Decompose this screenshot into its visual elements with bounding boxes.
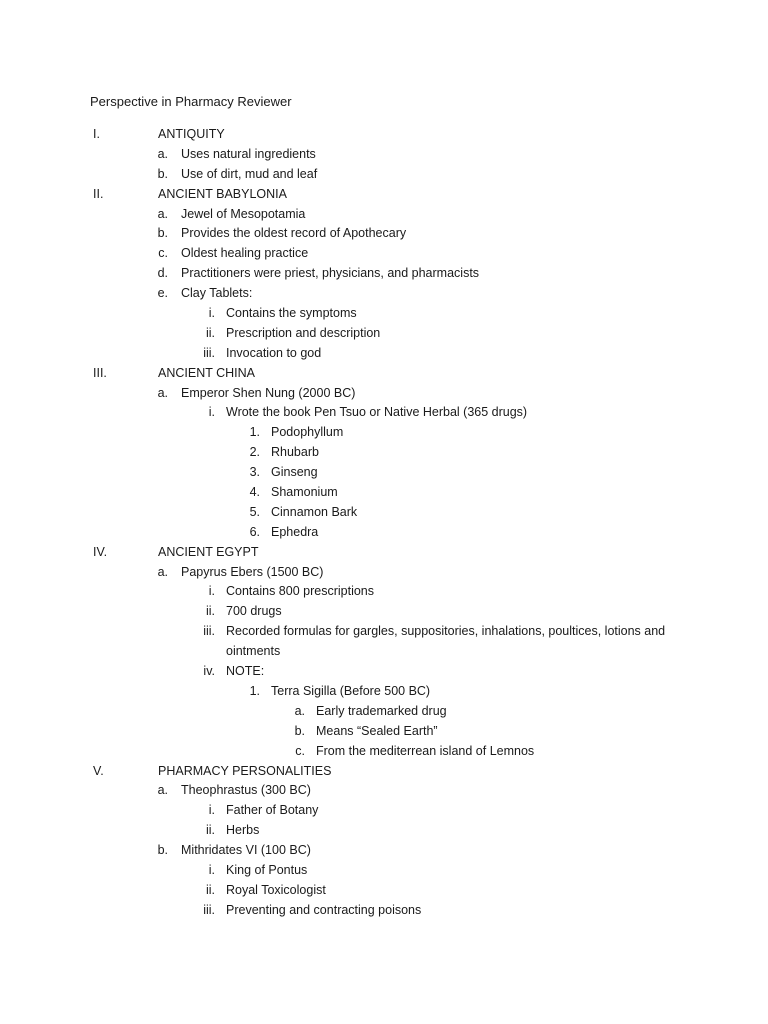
outline-item (0, 563, 768, 583)
outline-item (0, 205, 768, 225)
outline-item (0, 821, 768, 841)
outline-item-text: Practitioners were priest, physicians, and pharmacists (181, 266, 480, 281)
outline-item-text: Theophrastus (300 BC) (181, 783, 311, 798)
outline-item-text: From the mediterrean island of Lemnos (316, 743, 535, 758)
outline-item (0, 483, 768, 503)
outline-item-text: Herbs (226, 823, 260, 838)
outline-item-marker: 2. (249, 445, 260, 460)
outline-item-marker: i. (208, 306, 215, 321)
document-title: Perspective in Pharmacy Reviewer (90, 94, 292, 109)
outline-item-text: Mithridates VI (100 BC) (181, 843, 311, 858)
outline-item (0, 364, 768, 384)
outline-item-marker: iii. (203, 624, 215, 639)
outline-item-text: Uses natural ingredients (181, 146, 316, 161)
outline-item (0, 801, 768, 821)
outline-item (0, 443, 768, 463)
outline-item (0, 145, 768, 165)
outline-item-marker: ii. (205, 325, 215, 340)
outline-item-text: Recorded formulas for gargles, suppositories, inhalations, poultices, lotions and (226, 624, 666, 639)
outline-item-text: Cinnamon Bark (271, 504, 358, 519)
outline-item-text: Ephedra (271, 524, 319, 539)
outline-item-marker: ii. (205, 604, 215, 619)
outline-item-text: Prescription and description (226, 325, 381, 340)
outline-item-marker: i. (208, 803, 215, 818)
outline-item-text: Early trademarked drug (316, 703, 447, 718)
outline-item-text: Ginseng (271, 465, 318, 480)
outline-item-text: Provides the oldest record of Apothecary (181, 226, 407, 241)
outline-item (0, 543, 768, 563)
outline-item-text: Shamonium (271, 485, 338, 500)
outline-item (0, 264, 768, 284)
outline-item-marker: V. (93, 763, 104, 778)
outline-item-marker: c. (158, 246, 168, 261)
outline-item-text: 700 drugs (226, 604, 282, 619)
outline-item-marker: a. (157, 385, 168, 400)
outline-list (0, 125, 768, 921)
outline-item (0, 841, 768, 861)
outline-item (0, 523, 768, 543)
outline-item (0, 224, 768, 244)
outline-item-text: Rhubarb (271, 445, 319, 460)
outline-item-marker: 1. (249, 425, 260, 440)
outline-item-text: PHARMACY PERSONALITIES (158, 763, 332, 778)
outline-item (0, 582, 768, 602)
outline-item (0, 344, 768, 364)
outline-item-marker: a. (157, 146, 168, 161)
outline-item (0, 463, 768, 483)
outline-item (0, 781, 768, 801)
outline-item-text: ANTIQUITY (158, 127, 225, 141)
outline-item-marker: i. (208, 862, 215, 877)
outline-item-text: Use of dirt, mud and leaf (181, 166, 318, 181)
outline-item (0, 244, 768, 264)
outline-item-text: ointments (226, 644, 281, 659)
outline-item-marker: 6. (249, 524, 260, 539)
outline-item (0, 682, 768, 702)
outline-item-marker: iv. (203, 664, 215, 679)
outline-item-text: ANCIENT EGYPT (158, 544, 259, 559)
outline-item (0, 125, 768, 145)
outline-item-marker: a. (157, 564, 168, 579)
outline-item (0, 165, 768, 185)
outline-item-marker: iii. (203, 345, 215, 360)
outline-item (0, 622, 768, 642)
outline-item-marker: I. (93, 127, 100, 141)
outline-item (0, 423, 768, 443)
outline-item-text: NOTE: (226, 664, 265, 679)
outline-item-text: Terra Sigilla (Before 500 BC) (271, 683, 431, 698)
outline-item-marker: e. (157, 286, 168, 301)
outline-item (0, 762, 768, 782)
outline-item-marker: b. (294, 723, 305, 738)
outline-item-marker: b. (157, 843, 168, 858)
outline-item-marker: 1. (249, 683, 260, 698)
outline-item-marker: 4. (249, 485, 260, 500)
outline-item-marker: iii. (203, 902, 215, 917)
outline-item-text: ANCIENT CHINA (158, 365, 256, 380)
outline-item-marker: ii. (205, 823, 215, 838)
outline-item-marker: i. (208, 584, 215, 599)
outline-item-text: Contains 800 prescriptions (226, 584, 374, 599)
outline-item-text: Podophyllum (271, 425, 344, 440)
outline-item-text: Father of Botany (226, 803, 319, 818)
outline-item-marker: IV. (93, 544, 108, 559)
outline-item-marker: a. (294, 703, 305, 718)
outline-item-text: Invocation to god (226, 345, 322, 360)
outline-item (0, 403, 768, 423)
outline-item-marker: d. (157, 266, 168, 281)
outline-item (0, 284, 768, 304)
outline-item-marker: a. (157, 206, 168, 221)
outline-item-marker: 3. (249, 465, 260, 480)
outline-item (0, 324, 768, 344)
outline-item-marker: II. (93, 186, 104, 201)
outline-item-text: King of Pontus (226, 862, 308, 877)
outline-item (0, 742, 768, 762)
outline-item (0, 384, 768, 404)
outline-item (0, 185, 768, 205)
outline-item-text: Contains the symptoms (226, 306, 357, 321)
outline-item-continuation (0, 642, 768, 662)
outline-item (0, 881, 768, 901)
outline-item (0, 602, 768, 622)
outline-item-marker: III. (93, 365, 107, 380)
outline-item (0, 702, 768, 722)
outline-item-marker: b. (157, 166, 168, 181)
outline-item (0, 901, 768, 921)
outline-item-text: Royal Toxicologist (226, 882, 326, 897)
outline-item-marker: b. (157, 226, 168, 241)
outline-item-text: Preventing and contracting poisons (226, 902, 422, 917)
outline-item-marker: ii. (205, 882, 215, 897)
outline-item-marker: c. (295, 743, 305, 758)
outline-item-text: Papyrus Ebers (1500 BC) (181, 564, 324, 579)
outline-item-marker: 5. (249, 504, 260, 519)
outline-item (0, 503, 768, 523)
outline-item-text: Jewel of Mesopotamia (181, 206, 306, 221)
outline-item-text: Clay Tablets: (181, 286, 253, 301)
outline-item-text: Means “Sealed Earth” (316, 723, 438, 738)
outline-item-marker: a. (157, 783, 168, 798)
outline-item-text: ANCIENT BABYLONIA (158, 186, 287, 201)
outline-item (0, 662, 768, 682)
outline-item-marker: i. (208, 405, 215, 420)
outline-item (0, 861, 768, 881)
outline-item (0, 722, 768, 742)
outline-item-text: Emperor Shen Nung (2000 BC) (181, 385, 356, 400)
outline-item (0, 304, 768, 324)
outline-item-text: Wrote the book Pen Tsuo or Native Herbal (365 drugs) (226, 405, 528, 420)
outline-item-text: Oldest healing practice (181, 246, 309, 261)
